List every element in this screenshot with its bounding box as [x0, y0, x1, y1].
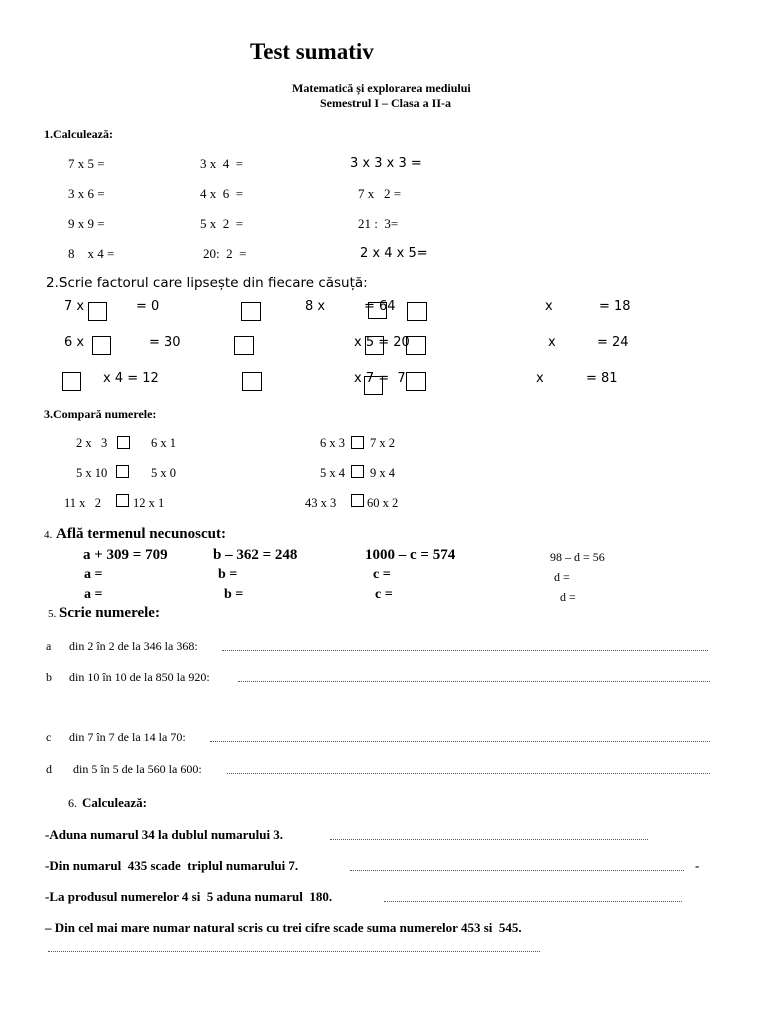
- factor-text: x 5 = 20: [354, 335, 410, 350]
- variable-answer: c =: [373, 567, 391, 582]
- compare-left: 11 x 2: [64, 496, 102, 510]
- compare-right: 9 x 4: [370, 466, 395, 480]
- word-problem: -Din numarul 435 scade triplul numarului 7.: [45, 858, 299, 873]
- equation: 1000 – c = 574: [365, 547, 456, 563]
- compare-box[interactable]: [117, 436, 130, 449]
- answer-line[interactable]: [227, 773, 710, 774]
- calc-item: 20: 2 =: [203, 246, 247, 261]
- compare-box[interactable]: [351, 494, 364, 507]
- compare-left: 2 x 3: [76, 436, 108, 450]
- variable-answer: c =: [375, 587, 393, 602]
- equation: a + 309 = 709: [83, 547, 168, 563]
- answer-line[interactable]: [238, 681, 710, 682]
- factor-text: = 24: [597, 335, 629, 350]
- trailing-dash: -: [695, 858, 700, 873]
- compare-right: 12 x 1: [133, 496, 165, 510]
- answer-box[interactable]: [242, 372, 262, 391]
- item-letter: c: [46, 730, 52, 744]
- answer-box[interactable]: [92, 336, 111, 355]
- answer-line[interactable]: [384, 901, 682, 902]
- variable-answer: b =: [218, 567, 238, 582]
- section1-heading: 1.Calculează:: [44, 127, 113, 141]
- answer-box[interactable]: [62, 372, 81, 391]
- factor-text: x: [548, 335, 556, 350]
- equation: 98 – d = 56: [550, 550, 605, 564]
- compare-left: 5 x 10: [76, 466, 108, 480]
- calc-item: 3 x 6 =: [68, 186, 105, 201]
- answer-box[interactable]: [88, 302, 107, 321]
- subtitle-subject: Matematică și explorarea mediului: [292, 81, 471, 95]
- section4-heading: Află termenul necunoscut:: [56, 526, 226, 542]
- answer-box[interactable]: [234, 336, 254, 355]
- factor-text: x: [536, 371, 544, 386]
- compare-right: 6 x 1: [151, 436, 176, 450]
- compare-right: 7 x 2: [370, 436, 395, 450]
- answer-box[interactable]: [407, 302, 427, 321]
- compare-left: 6 x 3: [320, 436, 345, 450]
- compare-left: 43 x 3: [305, 496, 337, 510]
- factor-text: x 4 = 12: [103, 371, 159, 386]
- section4-number: 4.: [44, 529, 53, 541]
- compare-box[interactable]: [116, 465, 129, 478]
- variable-answer: d =: [560, 590, 576, 604]
- section5-number: 5.: [48, 608, 57, 620]
- calc-item: 3 x 3 x 3 =: [350, 156, 422, 171]
- compare-left: 5 x 4: [320, 466, 345, 480]
- word-problem: -La produsul numerelor 4 si 5 aduna numarul 180.: [45, 889, 333, 904]
- answer-line[interactable]: [48, 951, 540, 952]
- page-title: Test sumativ: [250, 39, 374, 64]
- variable-answer: a =: [84, 587, 103, 602]
- section5-heading: Scrie numerele:: [59, 605, 160, 621]
- compare-right: 5 x 0: [151, 466, 176, 480]
- calc-item: 7 x 2 =: [358, 186, 402, 201]
- calc-item: 4 x 6 =: [200, 186, 244, 201]
- section6-heading: Calculează:: [82, 795, 147, 810]
- compare-box[interactable]: [351, 465, 364, 478]
- compare-right: 60 x 2: [367, 496, 399, 510]
- item-letter: d: [46, 762, 52, 776]
- sequence-prompt: din 2 în 2 de la 346 la 368:: [69, 639, 198, 653]
- answer-line[interactable]: [222, 650, 708, 651]
- item-letter: b: [46, 670, 52, 684]
- variable-answer: d =: [554, 570, 570, 584]
- section6-number: 6.: [68, 796, 77, 810]
- factor-text: x: [545, 299, 553, 314]
- factor-text: = 64: [364, 299, 396, 314]
- sequence-prompt: din 7 în 7 de la 14 la 70:: [69, 730, 186, 744]
- word-problem: -Aduna numarul 34 la dublul numarului 3.: [45, 827, 284, 842]
- calc-item: 8 x 4 =: [68, 246, 115, 261]
- answer-box[interactable]: [241, 302, 261, 321]
- calc-item: 7 x 5 =: [68, 156, 105, 171]
- answer-box[interactable]: [406, 372, 426, 391]
- answer-line[interactable]: [210, 741, 710, 742]
- factor-text: 8 x: [305, 299, 326, 314]
- answer-line[interactable]: [350, 870, 684, 871]
- factor-text: = 30: [149, 335, 181, 350]
- answer-line[interactable]: [330, 839, 648, 840]
- factor-text: x 7 = 7: [354, 371, 406, 386]
- factor-text: 7 x: [64, 299, 85, 314]
- sequence-prompt: din 5 în 5 de la 560 la 600:: [73, 762, 202, 776]
- factor-text: = 81: [586, 371, 618, 386]
- section3-heading: 3.Compară numerele:: [44, 407, 157, 421]
- compare-box[interactable]: [116, 494, 129, 507]
- section2-heading: 2.Scrie factorul care lipsește din fiecare căsuță:: [46, 275, 368, 291]
- calc-item: 2 x 4 x 5=: [360, 246, 428, 261]
- compare-box[interactable]: [351, 436, 364, 449]
- calc-item: 5 x 2 =: [200, 216, 244, 231]
- variable-answer: a =: [84, 567, 103, 582]
- calc-item: 3 x 4 =: [200, 156, 244, 171]
- word-problem: – Din cel mai mare numar natural scris cu trei cifre scade suma numerelor 453 si 545.: [45, 920, 522, 935]
- factor-text: = 18: [599, 299, 631, 314]
- subtitle-semester: Semestrul I – Clasa a II-a: [320, 96, 451, 110]
- calc-item: 21 : 3=: [358, 216, 399, 231]
- calc-item: 9 x 9 =: [68, 216, 105, 231]
- answer-box[interactable]: [406, 336, 426, 355]
- equation: b – 362 = 248: [213, 547, 298, 563]
- sequence-prompt: din 10 în 10 de la 850 la 920:: [69, 670, 210, 684]
- item-letter: a: [46, 639, 52, 653]
- factor-text: = 0: [136, 299, 160, 314]
- factor-text: 6 x: [64, 335, 85, 350]
- variable-answer: b =: [224, 587, 244, 602]
